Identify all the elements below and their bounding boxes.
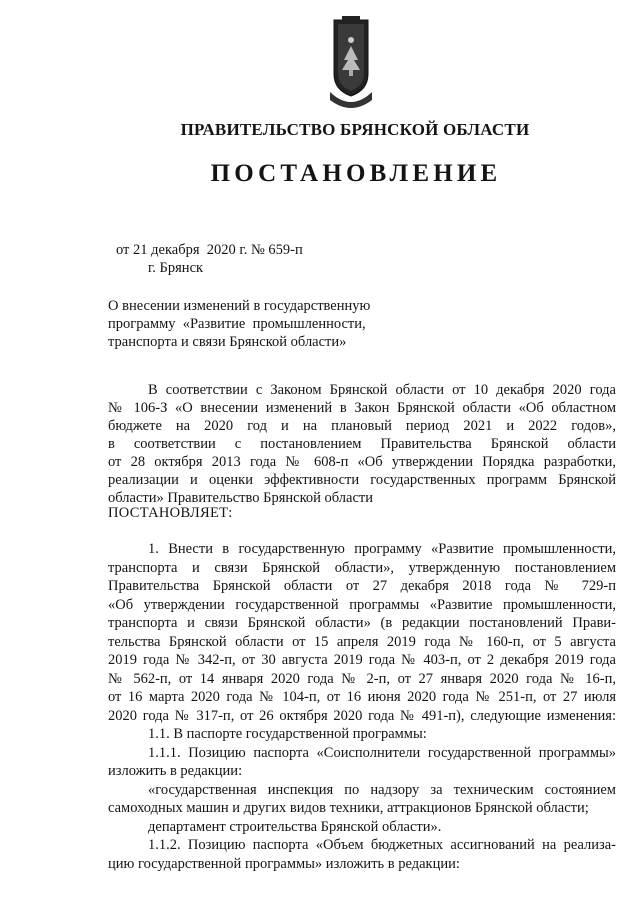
document-subject: [108, 297, 408, 351]
preamble-line: в соответствии с постановлением Правительства Брянской области: [108, 436, 616, 452]
body-line: транспорта и связи Брянской области», утвержденную постановлением: [108, 559, 616, 576]
paragraph-1-1-1: [108, 744, 616, 781]
body-line: 1. Внести в государственную программу «Развитие промышленности,: [148, 541, 616, 557]
document-type-title: ПОСТАНОВЛЕНИЕ: [210, 160, 502, 187]
preamble-line: В соответствии с Законом Брянской области от 10 декабря 2020 года: [148, 382, 616, 398]
body-line: от 16 марта 2020 года № 104-п, от 16 июня 2020 года № 251-п, от 27 июля: [108, 689, 616, 705]
body-line: «Об утверждении государственной программы «Развитие промышленности,: [108, 596, 616, 613]
body-line: № 562-п, от 14 января 2020 года № 2-п, от 27 января 2020 года № 16-п,: [108, 670, 616, 687]
organization-title: ПРАВИТЕЛЬСТВО БРЯНСКОЙ ОБЛАСТИ: [180, 120, 530, 139]
paragraph-1-1-2: [108, 836, 616, 873]
body-line: 1.1.2. Позицию паспорта «Объем бюджетных ассигнований на реализа-: [148, 837, 616, 853]
subject-line: О внесении изменений в государственную: [108, 298, 371, 314]
preamble-line: области» Правительство Брянской области: [108, 490, 373, 506]
document-body: [108, 540, 616, 873]
subject-line: транспорта и связи Брянской области»: [108, 334, 347, 350]
preamble-line: № 106-З «О внесении изменений в Закон Брянской области «Об областном: [108, 400, 616, 416]
preamble-paragraph: [108, 381, 616, 507]
paragraph-1: [108, 540, 616, 725]
paragraph-1-1: 1.1. В паспорте государственной программы:: [148, 726, 427, 742]
body-line: изложить в редакции:: [108, 763, 243, 779]
subject-line: программу «Развитие промышленности,: [108, 316, 366, 332]
department-paragraph: департамент строительства Брянской области».: [148, 818, 442, 835]
quoted-paragraph: [108, 781, 616, 818]
coat-of-arms-emblem: [328, 16, 374, 108]
body-line: 2020 года № 317-п, от 26 октября 2020 года № 491-п), следующие изменения:: [108, 707, 616, 724]
enact-word: ПОСТАНОВЛЯЕТ:: [108, 505, 233, 521]
preamble-line: от 28 октября 2013 года № 608-п «Об утверждении Порядка разработки,: [108, 454, 616, 470]
body-line: цию государственной программы» изложить в редакции:: [108, 855, 460, 872]
body-line: транспорта и связи Брянской области» (в редакции постановлений Прави-: [108, 615, 616, 631]
body-line: «государственная инспекция по надзору за техническим состоянием: [148, 781, 616, 798]
body-line: Правительства Брянской области от 27 декабря 2018 года № 729-п: [108, 578, 616, 594]
preamble-line: бюджете на 2020 год и на плановый период 2021 и 2022 годов»,: [108, 418, 616, 434]
preamble-line: реализации и оценки эффективности государственных программ Брянской: [108, 472, 616, 488]
document-city: г. Брянск: [148, 260, 204, 276]
body-line: 2019 года № 342-п, от 30 августа 2019 года № 403-п, от 2 декабря 2019 года: [108, 652, 616, 668]
body-line: самоходных машин и других видов техники, аттракционов Брянской области;: [108, 800, 589, 816]
body-line: 1.1.1. Позицию паспорта «Соисполнители государственной программы»: [148, 744, 616, 761]
document-date-number: от 21 декабря 2020 г. № 659-п: [116, 242, 303, 258]
body-line: тельства Брянской области от 15 апреля 2019 года № 160-п, от 5 августа: [108, 633, 616, 650]
